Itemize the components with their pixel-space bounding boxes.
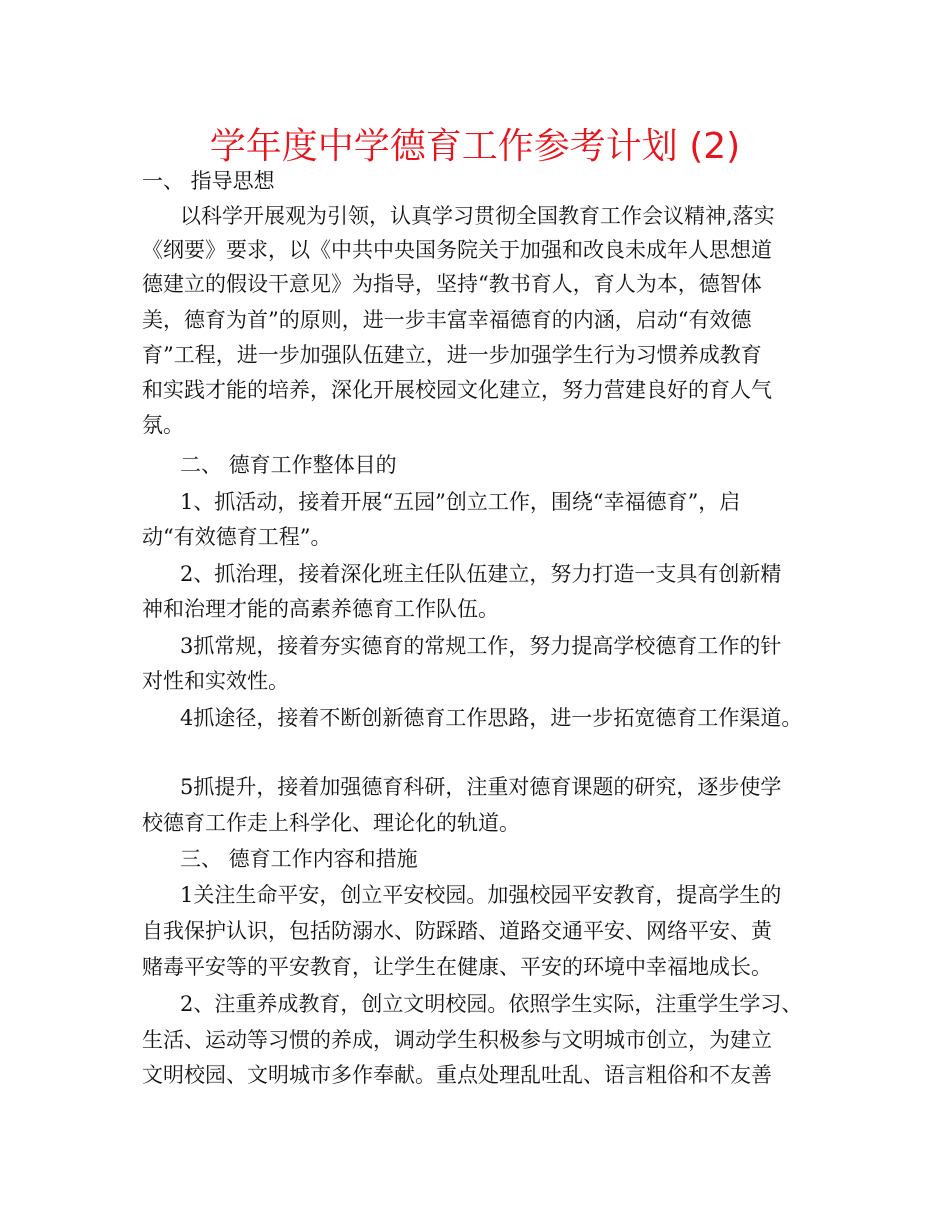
- paragraph-line: 《纲要》要求，以《中共中央国务院关于加强和改良未成年人思想道: [142, 238, 772, 262]
- paragraph-line: 动“有效德育工程”。: [142, 525, 332, 549]
- paragraph-line: 校德育工作走上科学化、理论化的轨道。: [142, 811, 520, 835]
- paragraph-line: 赌毒平安等的平安教育，让学生在健康、平安的环境中幸福地成长。: [142, 955, 772, 979]
- paragraph-line: 1关注生命平安，创立平安校园。加强校园平安教育，提高学生的: [180, 883, 782, 907]
- paragraph-line: 生活、运动等习惯的养成，调动学生积极参与文明城市创立，为建立: [142, 1028, 772, 1052]
- section-heading: 三、 德育工作内容和措施: [180, 847, 418, 871]
- paragraph-line: 5抓提升，接着加强德育科研，注重对德育课题的研究，逐步使学: [180, 775, 782, 799]
- paragraph-line: 德建立的假设干意见》为指导，坚持“教书育人，育人为本，德智体: [142, 272, 762, 296]
- paragraph-line: 3抓常规，接着夯实德育的常规工作，努力提高学校德育工作的针: [180, 634, 782, 658]
- paragraph-line: 美，德育为首”的原则，进一步丰富幸福德育的内涵，启动“有效德: [142, 308, 752, 332]
- paragraph-line: 氛。: [142, 413, 184, 437]
- paragraph-line: 对性和实效性。: [142, 669, 289, 693]
- paragraph-line: 2、抓治理，接着深化班主任队伍建立，努力打造一支具有创新精: [180, 562, 782, 586]
- paragraph-line: 1、抓活动，接着开展“五园”创立工作，围绕“幸福德育”，启: [180, 490, 741, 514]
- paragraph-line: 育”工程，进一步加强队伍建立，进一步加强学生行为习惯养成教育: [142, 343, 762, 367]
- paragraph-line: 和实践才能的培养，深化开展校园文化建立，努力营建良好的育人气: [142, 378, 772, 402]
- paragraph-line: 神和治理才能的高素养德育工作队伍。: [142, 597, 499, 621]
- paragraph-line: 文明校园、文明城市多作奉献。重点处理乱吐乱、语言粗俗和不友善: [142, 1063, 772, 1087]
- document-title: 学年度中学德育工作参考计划 (2): [209, 126, 741, 167]
- section-heading: 二、 德育工作整体目的: [180, 453, 397, 477]
- section-heading: 一、 指导思想: [142, 169, 275, 193]
- paragraph-line: 自我保护认识，包括防溺水、防踩踏、道路交通平安、网络平安、黄: [142, 919, 772, 943]
- paragraph-line: 2、注重养成教育，创立文明校园。依照学生实际，注重学生学习、: [180, 992, 803, 1016]
- paragraph-line: 以科学开展观为引领，认真学习贯彻全国教育工作会议精神,落实: [180, 204, 775, 228]
- paragraph-line: 4抓途径，接着不断创新德育工作思路，进一步拓宽德育工作渠道。: [180, 706, 803, 730]
